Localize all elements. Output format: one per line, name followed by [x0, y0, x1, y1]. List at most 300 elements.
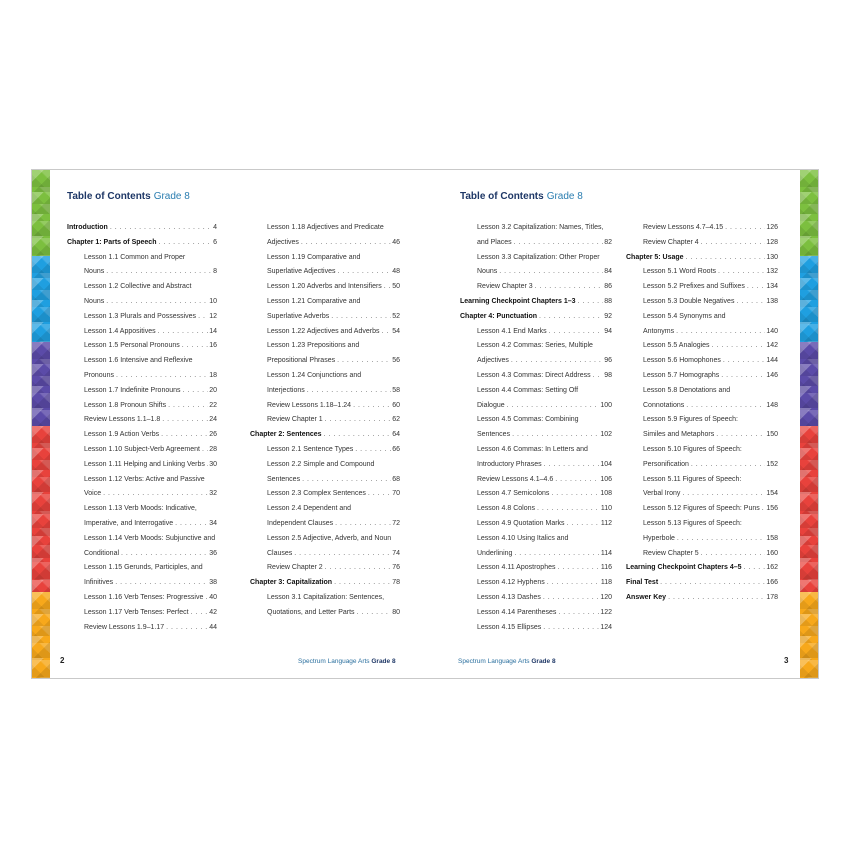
- entry-title: Review Lessons 1.9–1.17: [84, 623, 165, 631]
- entry-page-number: 88: [604, 297, 612, 305]
- dot-leader: [512, 428, 599, 443]
- toc-entry: [250, 458, 400, 473]
- entry-title: Lesson 4.12 Hyphens: [477, 579, 545, 587]
- entry-page-number: 46: [392, 238, 400, 246]
- toc-entry: [460, 280, 612, 295]
- dot-leader: [191, 606, 209, 621]
- entry-page-number: 64: [392, 431, 400, 439]
- toc-entry: [250, 265, 400, 280]
- entry-page-number: 14: [209, 327, 217, 335]
- footer-grade: Grade 8: [531, 658, 556, 665]
- entry-title: Lesson 2.3 Complex Sentences: [267, 490, 366, 498]
- toc-entry: [626, 325, 778, 340]
- entry-title: Nouns: [84, 268, 105, 276]
- toc-entry: [626, 487, 778, 502]
- entry-page-number: 108: [600, 490, 612, 498]
- toc-entry: [250, 413, 400, 428]
- toc-entry: [67, 354, 217, 369]
- entry-page-number: 96: [604, 357, 612, 365]
- toc-entry: [250, 325, 400, 340]
- toc-entry: [626, 221, 778, 236]
- toc-entry: [67, 413, 217, 428]
- entry-title: Lesson 1.6 Intensive and Reflexive: [84, 357, 193, 365]
- entry-page-number: 54: [392, 327, 400, 335]
- entry-title: Lesson 4.11 Apostrophes: [477, 564, 556, 572]
- entry-title: Dialogue: [477, 401, 505, 409]
- toc-entry: [460, 399, 612, 414]
- entry-page-number: 4: [213, 224, 217, 231]
- entry-page-number: 122: [600, 608, 612, 616]
- entry-title: Chapter 3: Capitalization: [250, 579, 333, 587]
- toc-entry: [460, 339, 612, 354]
- toc-entry: [67, 621, 217, 636]
- entry-page-number: 12: [209, 312, 217, 320]
- entry-page-number: 148: [766, 401, 778, 409]
- toc-entry: [626, 251, 778, 266]
- toc-entry: [626, 339, 778, 354]
- toc-entry: [626, 458, 778, 473]
- dot-leader: [712, 339, 766, 354]
- entry-title: Infinitives: [84, 579, 114, 587]
- entry-title: Review Lessons 4.1–4.6: [477, 475, 554, 483]
- toc-entry: [250, 354, 400, 369]
- dot-leader: [103, 487, 208, 502]
- toc-entry: [67, 591, 217, 606]
- entry-title: Lesson 5.4 Synonyms and: [643, 312, 726, 320]
- toc-entry: [460, 384, 612, 399]
- entry-page-number: 118: [600, 579, 612, 587]
- book-spread: [31, 169, 819, 679]
- toc-entry: [460, 221, 612, 236]
- entry-title: Learning Checkpoint Chapters 4–5: [626, 564, 742, 572]
- entry-title: Lesson 1.1 Common and Proper: [84, 253, 186, 261]
- dot-leader: [116, 369, 208, 384]
- toc-entry: [67, 310, 217, 325]
- dot-leader: [302, 473, 391, 488]
- page-number-left: 2: [60, 656, 65, 665]
- toc-entry: [67, 547, 217, 562]
- dot-leader: [539, 310, 603, 325]
- entry-title: Lesson 5.6 Homophones: [643, 357, 721, 365]
- entry-title: Chapter 2: Sentences: [250, 431, 322, 439]
- right-page: [460, 170, 800, 679]
- toc-entry: [626, 443, 778, 458]
- dot-leader: [537, 502, 600, 517]
- entry-page-number: 66: [392, 445, 400, 453]
- entry-title: Antonyms: [643, 327, 675, 335]
- entry-title: Lesson 4.2 Commas: Series, Multiple: [477, 342, 593, 350]
- entry-title: Lesson 1.21 Comparative and: [267, 297, 361, 305]
- left-color-strip: [32, 170, 50, 679]
- entry-title: Lesson 4.9 Quotation Marks: [477, 519, 565, 527]
- entry-title: Chapter 1: Parts of Speech: [67, 238, 157, 246]
- dot-leader: [166, 621, 208, 636]
- dot-leader: [716, 428, 765, 443]
- toc-entry: [67, 325, 217, 340]
- toc-column: [250, 221, 400, 621]
- entry-title: Lesson 4.7 Semicolons: [477, 490, 550, 498]
- entry-title: Lesson 1.15 Gerunds, Participles, and: [84, 564, 203, 572]
- toc-entry: [626, 354, 778, 369]
- dot-leader: [558, 606, 599, 621]
- entry-page-number: 94: [604, 327, 612, 335]
- entry-title: Review Chapter 2: [267, 564, 323, 572]
- dot-leader: [686, 251, 766, 266]
- toc-entry: [67, 339, 217, 354]
- entry-title: Lesson 5.5 Analogies: [643, 342, 710, 350]
- dot-leader: [325, 561, 392, 576]
- entry-page-number: 126: [766, 224, 778, 231]
- toc-entry: [460, 576, 612, 591]
- entry-title: Review Lessons 4.7–4.15: [643, 224, 724, 231]
- entry-page-number: 102: [600, 431, 612, 439]
- toc-column: [67, 221, 217, 635]
- toc-entry: [626, 310, 778, 325]
- dot-leader: [514, 236, 604, 251]
- dot-leader: [115, 576, 208, 591]
- entry-page-number: 72: [392, 519, 400, 527]
- dot-leader: [335, 517, 391, 532]
- toc-entry: [626, 265, 778, 280]
- toc-entry: [626, 280, 778, 295]
- entry-page-number: 60: [392, 401, 400, 409]
- dot-leader: [747, 280, 765, 295]
- dot-leader: [682, 487, 765, 502]
- dot-leader: [578, 295, 604, 310]
- entry-page-number: 30: [209, 460, 217, 468]
- dot-leader: [511, 354, 603, 369]
- dot-leader: [725, 221, 765, 236]
- dot-leader: [334, 576, 391, 591]
- entry-title: Review Lessons 1.18–1.24: [267, 401, 352, 409]
- toc-entry: [250, 295, 400, 310]
- page-title: [460, 191, 583, 202]
- toc-entry: [460, 413, 612, 428]
- toc-entry: [460, 502, 612, 517]
- entry-title: Clauses: [267, 549, 293, 557]
- entry-page-number: 138: [766, 297, 778, 305]
- entry-page-number: 130: [766, 253, 778, 261]
- toc-entry: [460, 325, 612, 340]
- toc-entry: [250, 502, 400, 517]
- entry-title: Lesson 1.8 Pronoun Shifts: [84, 401, 167, 409]
- footer-series: Spectrum Language Arts: [298, 658, 370, 665]
- entry-page-number: 114: [600, 549, 612, 557]
- entry-title: Lesson 5.8 Denotations and: [643, 386, 731, 394]
- entry-title: Review Chapter 4: [643, 238, 699, 246]
- entry-page-number: 124: [600, 623, 612, 631]
- dot-leader: [325, 413, 392, 428]
- entry-title: Lesson 3.1 Capitalization: Sentences,: [267, 593, 385, 601]
- entry-title: Lesson 1.9 Action Verbs: [84, 431, 160, 439]
- entry-page-number: 110: [600, 505, 612, 513]
- entry-title: Lesson 5.11 Figures of Speech:: [643, 475, 742, 483]
- entry-title: Lesson 1.17 Verb Tenses: Perfect: [84, 608, 189, 616]
- entry-title: Nouns: [84, 297, 105, 305]
- toc-entry: [250, 591, 400, 606]
- dot-leader: [543, 621, 599, 636]
- entry-title: Adjectives: [267, 238, 299, 246]
- entry-title: Sentences: [267, 475, 301, 483]
- dot-leader: [121, 547, 208, 562]
- dot-leader: [381, 325, 391, 340]
- footer-left: [298, 658, 396, 665]
- toc-column: [626, 221, 778, 606]
- entry-title: Superlative Adverbs: [267, 312, 330, 320]
- entry-title: Lesson 4.5 Commas: Combining: [477, 416, 579, 424]
- entry-page-number: 154: [766, 490, 778, 498]
- entry-title: Lesson 4.1 End Marks: [477, 327, 547, 335]
- dot-leader: [183, 384, 209, 399]
- dot-leader: [660, 576, 765, 591]
- entry-page-number: 134: [766, 283, 778, 291]
- toc-entry: [460, 251, 612, 266]
- dot-leader: [547, 576, 600, 591]
- entry-title: Quotations, and Letter Parts: [267, 608, 355, 616]
- grade-subtitle: Grade 8: [153, 191, 190, 202]
- color-band: [32, 592, 50, 679]
- toc-entry: [67, 369, 217, 384]
- entry-page-number: 74: [392, 549, 400, 557]
- page-title: [67, 191, 190, 202]
- entry-page-number: 76: [392, 564, 400, 572]
- footer-series: Spectrum Language Arts: [458, 658, 530, 665]
- toc-entry: [250, 517, 400, 532]
- dot-leader: [294, 547, 391, 562]
- dot-leader: [744, 561, 766, 576]
- toc-entry: [250, 399, 400, 414]
- dot-leader: [701, 547, 766, 562]
- entry-title: Personification: [643, 460, 689, 468]
- toc-entry: [250, 473, 400, 488]
- toc-entry: [250, 310, 400, 325]
- color-band: [32, 170, 50, 256]
- toc-entry: [460, 487, 612, 502]
- entry-title: Verbal Irony: [643, 490, 681, 498]
- dot-leader: [158, 325, 209, 340]
- entry-title: Lesson 4.3 Commas: Direct Address: [477, 371, 591, 379]
- entry-page-number: 128: [766, 238, 778, 246]
- entry-title: Lesson 3.3 Capitalization: Other Proper: [477, 253, 600, 261]
- dot-leader: [353, 399, 391, 414]
- color-band: [32, 342, 50, 426]
- entry-page-number: 84: [604, 268, 612, 276]
- entry-page-number: 178: [766, 593, 778, 601]
- dot-leader: [499, 265, 603, 280]
- color-band: [800, 170, 818, 256]
- entry-page-number: 82: [604, 238, 612, 246]
- color-band: [800, 426, 818, 592]
- entry-title: Conditional: [84, 549, 120, 557]
- entry-page-number: 28: [209, 445, 217, 453]
- color-band: [800, 256, 818, 342]
- toc-entry: [250, 221, 400, 236]
- dot-leader: [182, 339, 208, 354]
- entry-page-number: 166: [766, 579, 778, 587]
- dot-leader: [543, 591, 599, 606]
- entry-title: Connotations: [643, 401, 685, 409]
- entry-page-number: 10: [209, 297, 217, 305]
- entry-page-number: 104: [600, 460, 612, 468]
- toc-entry: [250, 369, 400, 384]
- toc-entry: [67, 443, 217, 458]
- entry-title: Lesson 2.5 Adjective, Adverb, and Noun: [267, 534, 392, 542]
- dot-leader: [355, 443, 391, 458]
- dot-leader: [691, 458, 765, 473]
- toc-entry: [626, 561, 778, 576]
- toc-entry: [626, 399, 778, 414]
- dot-leader: [677, 532, 765, 547]
- entry-title: Hyperbole: [643, 534, 675, 542]
- toc-entry: [67, 576, 217, 591]
- toc-entry: [626, 576, 778, 591]
- dot-leader: [762, 502, 766, 517]
- entry-page-number: 32: [209, 490, 217, 498]
- toc-entry: [250, 280, 400, 295]
- dot-leader: [162, 413, 208, 428]
- entry-page-number: 92: [604, 312, 612, 320]
- dot-leader: [514, 547, 599, 562]
- dot-leader: [368, 487, 391, 502]
- entry-title: Lesson 1.16 Verb Tenses: Progressive: [84, 593, 204, 601]
- toc-entry: [67, 280, 217, 295]
- toc-entry: [67, 502, 217, 517]
- dot-leader: [721, 369, 765, 384]
- toc-entry: [460, 236, 612, 251]
- dot-leader: [175, 517, 208, 532]
- entry-page-number: 48: [392, 268, 400, 276]
- entry-page-number: 116: [600, 564, 612, 572]
- entry-title: Lesson 4.15 Ellipses: [477, 623, 542, 631]
- entry-page-number: 26: [209, 431, 217, 439]
- entry-page-number: 22: [209, 401, 217, 409]
- entry-title: Review Lessons 1.1–1.8: [84, 416, 161, 424]
- dot-leader: [384, 280, 391, 295]
- entry-title: Lesson 1.4 Appositives: [84, 327, 156, 335]
- entry-page-number: 38: [209, 579, 217, 587]
- toc-entry: [67, 532, 217, 547]
- entry-title: Interjections: [267, 386, 305, 394]
- color-band: [800, 592, 818, 679]
- entry-title: Review Chapter 5: [643, 549, 699, 557]
- toc-entry: [67, 473, 217, 488]
- entry-title: Pronouns: [84, 371, 114, 379]
- entry-page-number: 42: [209, 608, 217, 616]
- toc-entry: [626, 428, 778, 443]
- dot-leader: [557, 561, 599, 576]
- toc-entry: [67, 295, 217, 310]
- toc-entry: [460, 354, 612, 369]
- entry-page-number: 80: [392, 608, 400, 616]
- entry-page-number: 100: [600, 401, 612, 409]
- entry-title: Imperative, and Interrogative: [84, 519, 174, 527]
- entry-title: Voice: [84, 490, 102, 498]
- entry-title: Adjectives: [477, 357, 509, 365]
- entry-title: Lesson 3.2 Capitalization: Names, Titles,: [477, 224, 604, 231]
- entry-page-number: 36: [209, 549, 217, 557]
- toc-entry: [67, 487, 217, 502]
- entry-page-number: 62: [392, 416, 400, 424]
- title-text: Table of Contents: [460, 191, 544, 202]
- toc-entry: [250, 251, 400, 266]
- entry-title: Lesson 1.10 Subject-Verb Agreement: [84, 445, 200, 453]
- entry-title: Lesson 5.1 Word Roots: [643, 268, 717, 276]
- entry-title: Lesson 4.6 Commas: In Letters and: [477, 445, 588, 453]
- left-page: [67, 170, 417, 679]
- toc-entry: [460, 443, 612, 458]
- entry-title: Independent Clauses: [267, 519, 334, 527]
- toc-entry: [250, 339, 400, 354]
- entry-title: Lesson 5.10 Figures of Speech:: [643, 445, 742, 453]
- entry-page-number: 56: [392, 357, 400, 365]
- footer-right: [458, 658, 556, 665]
- dot-leader: [668, 591, 765, 606]
- entry-title: Chapter 4: Punctuation: [460, 312, 538, 320]
- dot-leader: [723, 354, 765, 369]
- entry-page-number: 160: [766, 549, 778, 557]
- toc-entry: [250, 443, 400, 458]
- toc-entry: [626, 413, 778, 428]
- toc-entry: [67, 236, 217, 251]
- toc-entry: [67, 458, 217, 473]
- dot-leader: [593, 369, 604, 384]
- entry-title: Lesson 1.20 Adverbs and Intensifiers: [267, 283, 382, 291]
- toc-entry: [460, 369, 612, 384]
- entry-page-number: 52: [392, 312, 400, 320]
- page-number-right: 3: [784, 656, 789, 665]
- entry-page-number: 40: [209, 593, 217, 601]
- entry-page-number: 98: [604, 371, 612, 379]
- entry-page-number: 144: [766, 357, 778, 365]
- entry-page-number: 112: [600, 519, 612, 527]
- entry-page-number: 120: [600, 593, 612, 601]
- dot-leader: [555, 473, 599, 488]
- entry-title: Lesson 1.19 Comparative and: [267, 253, 361, 261]
- toc-entry: [460, 532, 612, 547]
- toc-entry: [460, 295, 612, 310]
- entry-page-number: 70: [392, 490, 400, 498]
- toc-entry: [250, 487, 400, 502]
- toc-entry: [626, 369, 778, 384]
- toc-entry: [250, 236, 400, 251]
- entry-page-number: 34: [209, 519, 217, 527]
- entry-title: Chapter 5: Usage: [626, 253, 684, 261]
- entry-title: Final Test: [626, 579, 659, 587]
- toc-entry: [250, 561, 400, 576]
- entry-title: Lesson 1.14 Verb Moods: Subjunctive and: [84, 534, 216, 542]
- toc-entry: [460, 547, 612, 562]
- toc-entry: [250, 576, 400, 591]
- toc-entry: [460, 265, 612, 280]
- entry-title: Lesson 1.12 Verbs: Active and Passive: [84, 475, 205, 483]
- entry-page-number: 58: [392, 386, 400, 394]
- toc-entry: [67, 561, 217, 576]
- entry-page-number: 158: [766, 534, 778, 542]
- toc-entry: [460, 310, 612, 325]
- entry-title: Lesson 5.7 Homographs: [643, 371, 720, 379]
- dot-leader: [686, 399, 765, 414]
- entry-title: Lesson 1.3 Plurals and Possessives: [84, 312, 197, 320]
- entry-page-number: 8: [213, 268, 217, 276]
- entry-title: Lesson 1.24 Conjunctions and: [267, 371, 362, 379]
- toc-entry: [67, 428, 217, 443]
- entry-title: Review Chapter 3: [477, 283, 533, 291]
- toc-entry: [250, 606, 400, 621]
- entry-title: and Places: [477, 238, 512, 246]
- dot-leader: [205, 591, 208, 606]
- toc-entry: [626, 473, 778, 488]
- entry-title: Lesson 2.4 Dependent and: [267, 505, 352, 513]
